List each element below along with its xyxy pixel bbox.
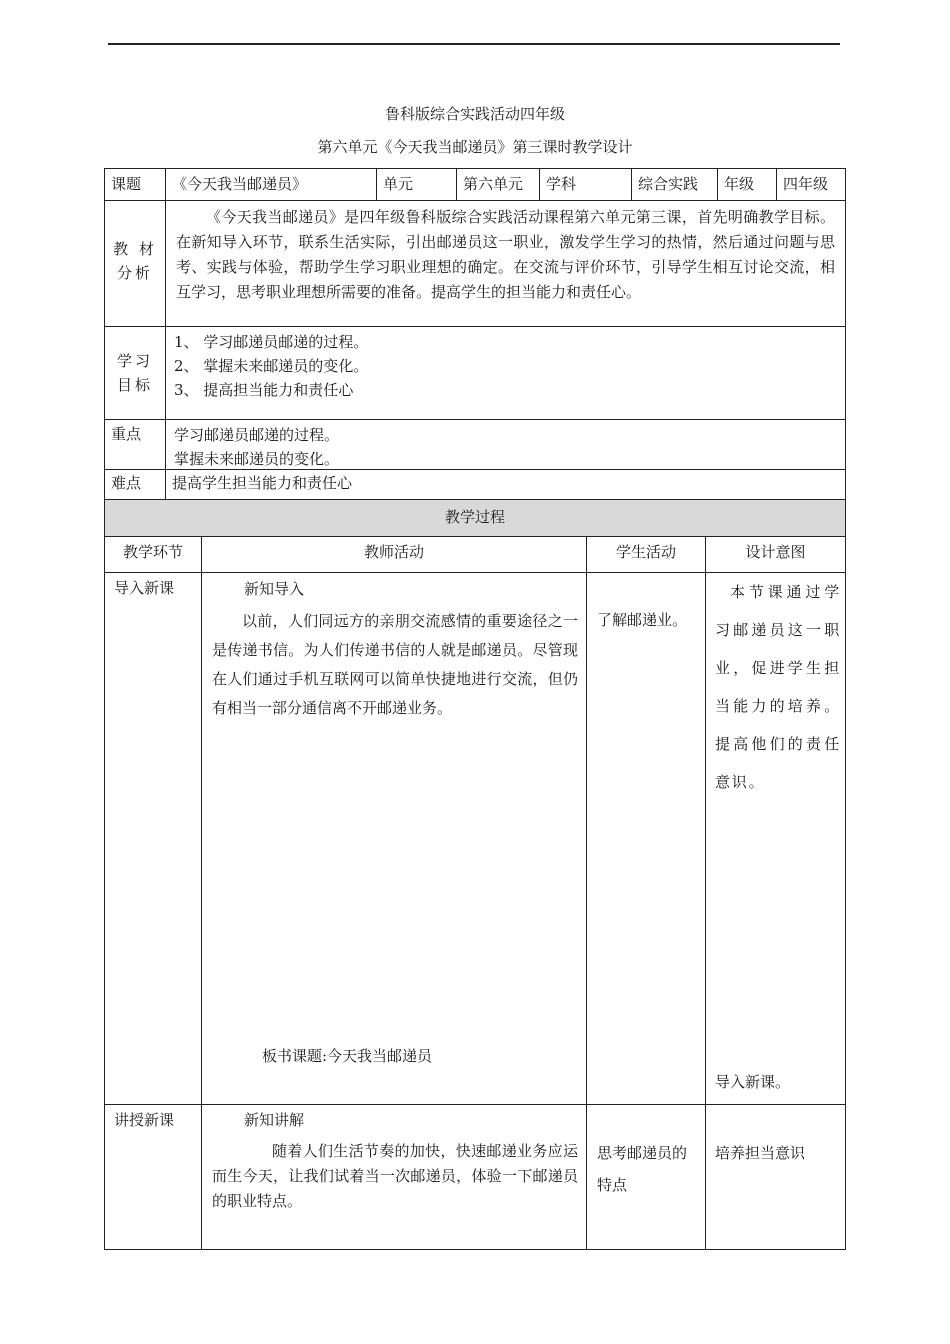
header-intent: 设计意图 <box>705 537 846 573</box>
analysis-label-line2: 分析 <box>116 264 153 282</box>
teacher-intro-board: 板书课题:今天我当邮递员 <box>262 1047 433 1065</box>
teacher-intro-cell <box>201 573 586 1105</box>
process-title: 教学过程 <box>104 500 846 537</box>
student-lecture-cell <box>586 1105 705 1250</box>
subject-value: 综合实践 <box>631 168 717 201</box>
intent-intro-text: 本节课通过学习邮递员这一职业，促进学生担当能力的培养。提高他们的责任意识。 <box>715 583 841 791</box>
header-student: 学生活动 <box>586 537 705 573</box>
teacher-intro-heading: 新知导入 <box>244 580 305 598</box>
intent-lecture-cell <box>705 1105 846 1250</box>
unit-label: 单元 <box>376 168 456 201</box>
grade-label: 年级 <box>717 168 776 201</box>
teacher-lecture-heading: 新知讲解 <box>244 1111 305 1129</box>
stage-lecture: 讲授新课 <box>104 1105 201 1250</box>
goals-list <box>165 327 846 420</box>
goals-label-line2: 目标 <box>116 376 153 394</box>
header-stage: 教学环节 <box>104 537 201 573</box>
goal-item-1: 1、 学习邮递员邮递的过程。 <box>174 333 369 351</box>
key-points-label: 重点 <box>104 420 165 470</box>
difficulty-label: 难点 <box>104 470 165 500</box>
top-rule <box>108 43 840 45</box>
key-point-1: 学习邮递员邮递的过程。 <box>174 426 340 444</box>
goals-label <box>104 327 165 420</box>
goal-item-2: 2、 掌握未来邮递员的变化。 <box>174 357 369 375</box>
topic-label: 课题 <box>104 168 165 201</box>
document-title: 鲁科版综合实践活动四年级 <box>384 105 565 123</box>
teacher-lecture-text: 随着人们生活节奏的加快，快速邮递业务应运而生今天，让我们试着当一次邮递员，体验一下邮递员的职业特点。 <box>212 1142 578 1210</box>
student-intro-text: 了解邮递业。 <box>597 611 688 629</box>
intent-intro-end: 导入新课。 <box>715 1073 791 1091</box>
difficulty-text: 提高学生担当能力和责任心 <box>165 470 846 500</box>
unit-value: 第六单元 <box>456 168 539 201</box>
analysis-paragraph: 《今天我当邮递员》是四年级鲁科版综合实践活动课程第六单元第三课，首先明确教学目标。在新知导入环节，联系生活实际，引出邮递员这一职业，激发学生学习的热情，然后通过问题与思考、实践与体验，帮助学生学习职业理想的确定。在交流与评价环节，引导学生相互讨论交流，相互学习，思考职业理想所需要的准备。提高学生的担当能力和责任心。 <box>176 208 835 301</box>
intent-lecture-text: 培养担当意识 <box>715 1144 806 1162</box>
document-subtitle: 第六单元《今天我当邮递员》第三课时教学设计 <box>317 138 633 156</box>
intent-intro-cell <box>705 573 846 1105</box>
header-teacher: 教师活动 <box>201 537 586 573</box>
subject-label: 学科 <box>539 168 631 201</box>
grade-value: 四年级 <box>776 168 846 201</box>
topic-value: 《今天我当邮递员》 <box>165 168 376 201</box>
teacher-intro-text: 以前，人们同远方的亲朋交流感情的重要途径之一是传递书信。为人们传递书信的人就是邮递员。尽管现在人们通过手机互联网可以简单快捷地进行交流，但仍有相当一部分通信离不开邮递业务。 <box>212 612 578 717</box>
stage-intro: 导入新课 <box>104 573 201 1105</box>
teacher-lecture-cell <box>201 1105 586 1250</box>
analysis-label-line1: 教 材 <box>113 240 157 258</box>
analysis-text <box>165 201 846 327</box>
key-point-2: 掌握未来邮递员的变化。 <box>174 450 340 468</box>
student-lecture-text: 思考邮递员的特点 <box>597 1144 688 1194</box>
student-intro-cell <box>586 573 705 1105</box>
analysis-label <box>104 201 165 327</box>
goal-item-3: 3、 提高担当能力和责任心 <box>174 381 354 399</box>
key-points-list <box>165 420 846 470</box>
goals-label-line1: 学习 <box>116 352 153 370</box>
